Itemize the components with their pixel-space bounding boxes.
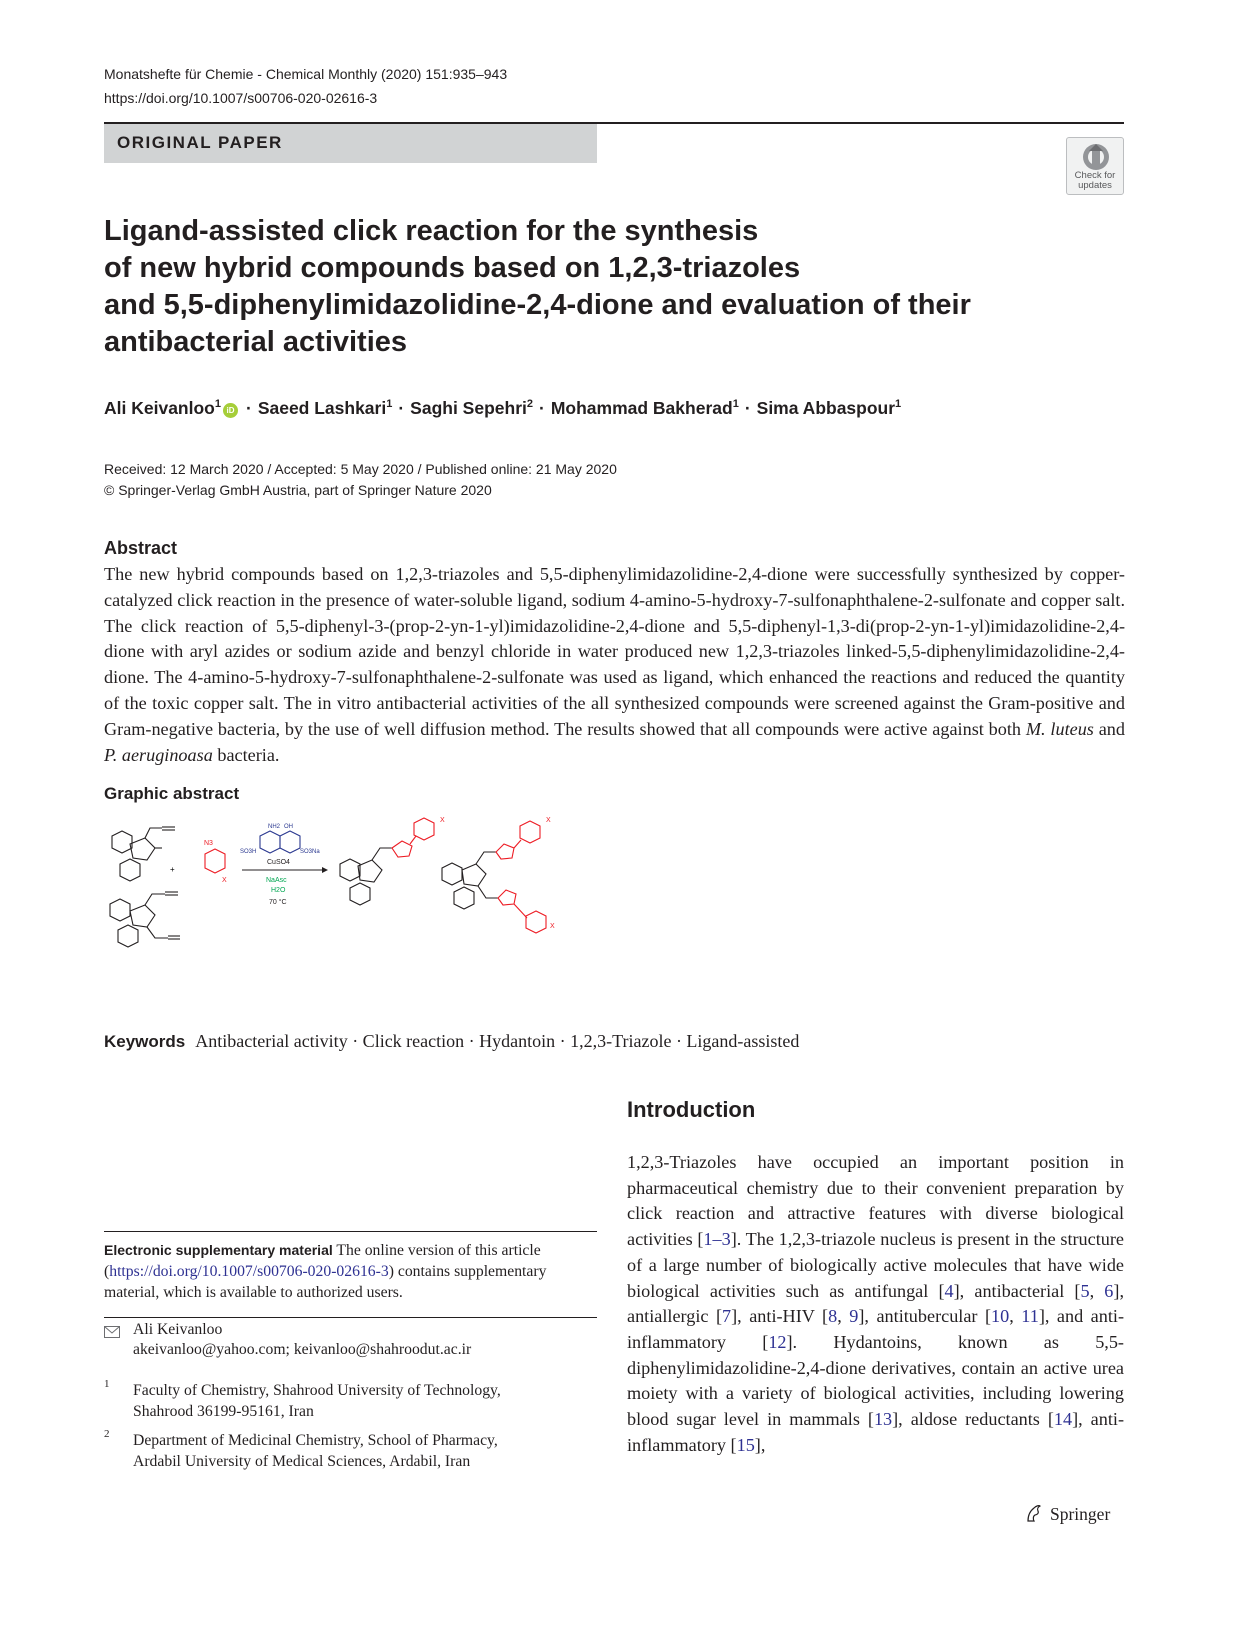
introduction-text: , bbox=[1089, 1280, 1105, 1301]
introduction-text: ], antibacterial [ bbox=[953, 1280, 1081, 1301]
affiliation-text bbox=[133, 1380, 553, 1422]
author-affiliation-mark: 1 bbox=[895, 398, 902, 411]
introduction-text: ], anti-HIV [ bbox=[731, 1306, 829, 1327]
introduction-text: ]. The 1,2,3-triazole nucleus is present in the structure of a large number of biologically active molecules that have wide biological activities such as antifungal [ bbox=[627, 1229, 1124, 1301]
keywords bbox=[104, 1031, 799, 1052]
introduction-body bbox=[627, 1150, 1124, 1458]
graphic-abstract-heading: Graphic abstract bbox=[104, 784, 240, 803]
reference-link[interactable]: 15 bbox=[736, 1434, 755, 1455]
abstract-text: The new hybrid compounds based on 1,2,3-triazoles and 5,5-diphenylimidazolidine-2,4-dione were successfully synthesized by copper-catalyzed click reaction in the presence of water-soluble ligand, sodium 4-amino-5-hydroxy-7-sulfonaphthalene-2-sulfonate and copper salt. The click reaction of 5,5-diphenyl-3-(prop-2-yn-1-yl)imidazolidine-2,4-dione and 5,5-diphenyl-1,3-di(prop-2-yn-1-yl)imidazolidine-2,4-dione with aryl azides or sodium azide and benzyl chloride in water produced new 1,2,3-triazoles linked-5,5-diphenylimidazolidine-2,4-dione. The 4-amino-5-hydroxy-7-sulfonaphthalene-2-sulfonate was used as ligand, which enhanced the reactions and reduced the quantity of the toxic copper salt. The in vitro antibacterial activities of the all synthesized compounds were screened against the Gram-positive and Gram-negative bacteria, by the use of well diffusion method. The results showed that all compounds were active against both bbox=[104, 564, 1125, 739]
reference-link[interactable]: 9 bbox=[849, 1306, 859, 1327]
author-name[interactable]: Mohammad Bakherad bbox=[550, 398, 733, 418]
affiliation-line: Ardabil University of Medical Sciences, Ardabil, Iran bbox=[133, 1453, 471, 1470]
introduction-text: , bbox=[837, 1306, 850, 1327]
affiliation-number: 1 bbox=[104, 1378, 110, 1390]
supplementary-text: ) contains supplementary material, which is available to authorized users. bbox=[104, 1263, 547, 1301]
keywords-label: Keywords bbox=[104, 1032, 186, 1051]
abstract-heading: Abstract bbox=[104, 538, 178, 558]
reactant-hydantoins bbox=[110, 827, 180, 947]
temperature-label: 70 °C bbox=[269, 899, 287, 906]
substituent-label: X bbox=[550, 923, 555, 930]
introduction-text: ], aldose reductants [ bbox=[892, 1409, 1054, 1430]
introduction-text: 1,2,3-Triazoles have occupied an important position in pharmaceutical chemistry due to their convenient preparation by click reaction and attractive features with diverse biological activities [ bbox=[627, 1152, 1124, 1250]
reductant-label: NaAsc bbox=[266, 877, 287, 884]
reference-link[interactable]: 5 bbox=[1080, 1280, 1090, 1301]
copyright-notice: © Springer-Verlag GmbH Austria, part of Springer Nature 2020 bbox=[104, 482, 492, 498]
envelope-icon[interactable] bbox=[104, 1326, 120, 1338]
title-line: Ligand-assisted click reaction for the synthesis bbox=[104, 215, 759, 247]
ligand-sulfonic-label: SO3H bbox=[240, 849, 257, 855]
reference-link[interactable]: 7 bbox=[722, 1306, 732, 1327]
reference-link[interactable]: 6 bbox=[1104, 1280, 1114, 1301]
substituent-label: X bbox=[440, 817, 445, 824]
introduction-text: ]. Hydantoins, known as 5,5-diphenylimidazolidine-2,4-dione derivatives, contain an active urea moiety with a variety of biological activities, including lowering blood sugar level in mammals [ bbox=[627, 1331, 1124, 1430]
doi-link[interactable]: https://doi.org/10.1007/s00706-020-02616-3 bbox=[104, 90, 378, 106]
introduction-text: ], anti-inflammatory [ bbox=[627, 1409, 1124, 1455]
author-name[interactable]: Saghi Sepehri bbox=[410, 398, 527, 418]
title-line: and 5,5-diphenylimidazolidine-2,4-dione and evaluation of their bbox=[104, 289, 971, 321]
catalyst-label: CuSO4 bbox=[267, 859, 290, 866]
affiliation-text bbox=[133, 1430, 553, 1472]
supplementary-text: The online version of this article ( bbox=[104, 1242, 541, 1280]
triazole-aryl-group bbox=[496, 821, 546, 933]
ligand-naphthalene bbox=[260, 831, 300, 853]
footnote-rule bbox=[104, 1317, 597, 1318]
reference-link[interactable]: 1–3 bbox=[703, 1229, 731, 1250]
species-name: P. aeruginoasa bbox=[104, 744, 213, 765]
springer-horse-icon bbox=[1024, 1503, 1044, 1523]
abstract-text: and bbox=[1093, 718, 1125, 739]
aryl-azide bbox=[205, 849, 225, 873]
reference-link[interactable]: 12 bbox=[768, 1331, 787, 1352]
azide-label: N3 bbox=[204, 840, 213, 847]
ligand-amine-label: NH2 bbox=[268, 824, 281, 830]
ligand-hydroxy-label: OH bbox=[284, 824, 293, 830]
corresponding-author-name: Ali Keivanloo bbox=[133, 1321, 223, 1338]
introduction-text: ], bbox=[754, 1434, 766, 1455]
substituent-label: X bbox=[222, 877, 227, 884]
reference-link[interactable]: 8 bbox=[828, 1306, 838, 1327]
journal-citation: Monatshefte für Chemie - Chemical Monthly (2020) 151:935–943 bbox=[104, 66, 508, 82]
ligand-sulfonate-label: SO3Na bbox=[300, 849, 320, 855]
publisher-name: Springer bbox=[1050, 1504, 1111, 1524]
footnote-rule bbox=[104, 1231, 597, 1232]
title-line: antibacterial activities bbox=[104, 326, 408, 358]
introduction-text: ], and anti-inflammatory [ bbox=[627, 1306, 1125, 1352]
graphic-abstract-scheme bbox=[100, 817, 600, 961]
mono-triazole-product bbox=[340, 848, 392, 905]
species-name: M. luteus bbox=[1025, 718, 1094, 739]
bis-triazole-product bbox=[442, 852, 498, 909]
author-affiliation-mark: 1 bbox=[214, 398, 221, 411]
triazole-aryl-group bbox=[392, 818, 434, 857]
affiliation-line: Shahrood 36199-95161, Iran bbox=[133, 1403, 314, 1420]
author-name[interactable]: Saeed Lashkari bbox=[257, 398, 387, 418]
reaction-plus-label: + bbox=[170, 865, 175, 874]
reaction-arrowhead bbox=[322, 867, 328, 873]
author-list: Ali Keivanloo$^1$iD · Saeed Lashkari$^1$ · Saghi Sepehri$^2$ · Mohammad Bakherad$^1$ · Sima Abbaspour$^1$ bbox=[104, 398, 902, 418]
author-affiliation-mark: 1 bbox=[386, 398, 393, 411]
author-name[interactable]: Ali Keivanloo bbox=[104, 398, 215, 418]
orcid-icon[interactable]: iD bbox=[223, 403, 238, 418]
author-affiliation-mark: 1 bbox=[732, 398, 739, 411]
reference-link[interactable]: 10 bbox=[991, 1306, 1010, 1327]
author-affiliation-mark: 2 bbox=[526, 398, 533, 411]
article-type-label: ORIGINAL PAPER bbox=[117, 133, 283, 152]
supplementary-link[interactable]: https://doi.org/10.1007/s00706-020-02616-3 bbox=[109, 1263, 389, 1280]
substituent-label: X bbox=[546, 817, 551, 824]
abstract-body bbox=[104, 562, 1125, 768]
introduction-text: ], antitubercular [ bbox=[858, 1306, 992, 1327]
reference-link[interactable]: 13 bbox=[873, 1409, 893, 1430]
author-name[interactable]: Sima Abbaspour bbox=[756, 398, 896, 418]
reference-link[interactable]: 4 bbox=[944, 1280, 954, 1301]
reference-link[interactable]: 11 bbox=[1021, 1306, 1039, 1327]
check-badge-line2: updates bbox=[1078, 180, 1112, 191]
corresponding-author-email[interactable]: akeivanloo@yahoo.com; keivanloo@shahroodut.ac.ir bbox=[133, 1341, 472, 1358]
introduction-text: ], antiallergic [ bbox=[627, 1280, 1124, 1327]
paper-title bbox=[104, 213, 1004, 361]
solvent-label: H2O bbox=[271, 887, 286, 894]
reference-link[interactable]: 14 bbox=[1053, 1409, 1073, 1430]
publication-dates: Received: 12 March 2020 / Accepted: 5 May 2020 / Published online: 21 May 2020 bbox=[104, 461, 617, 477]
supplementary-label: Electronic supplementary material bbox=[104, 1242, 333, 1258]
affiliation-line: Department of Medicinal Chemistry, School of Pharmacy, bbox=[133, 1432, 498, 1449]
affiliation-line: Faculty of Chemistry, Shahrood University of Technology, bbox=[133, 1382, 501, 1399]
supplementary-note bbox=[104, 1240, 552, 1303]
affiliation-number: 2 bbox=[104, 1428, 110, 1440]
introduction-text: , bbox=[1009, 1306, 1022, 1327]
check-for-updates-badge[interactable] bbox=[1066, 137, 1124, 195]
check-for-updates-icon bbox=[1081, 142, 1111, 172]
keywords-list: Antibacterial activity · Click reaction · Hydantoin · 1,2,3-Triazole · Ligand-assisted bbox=[195, 1031, 800, 1051]
abstract-text: bacteria. bbox=[212, 744, 280, 765]
title-line: of new hybrid compounds based on 1,2,3-triazoles bbox=[104, 252, 801, 284]
introduction-heading: Introduction bbox=[627, 1097, 756, 1122]
check-badge-line1: Check for bbox=[1074, 170, 1116, 181]
